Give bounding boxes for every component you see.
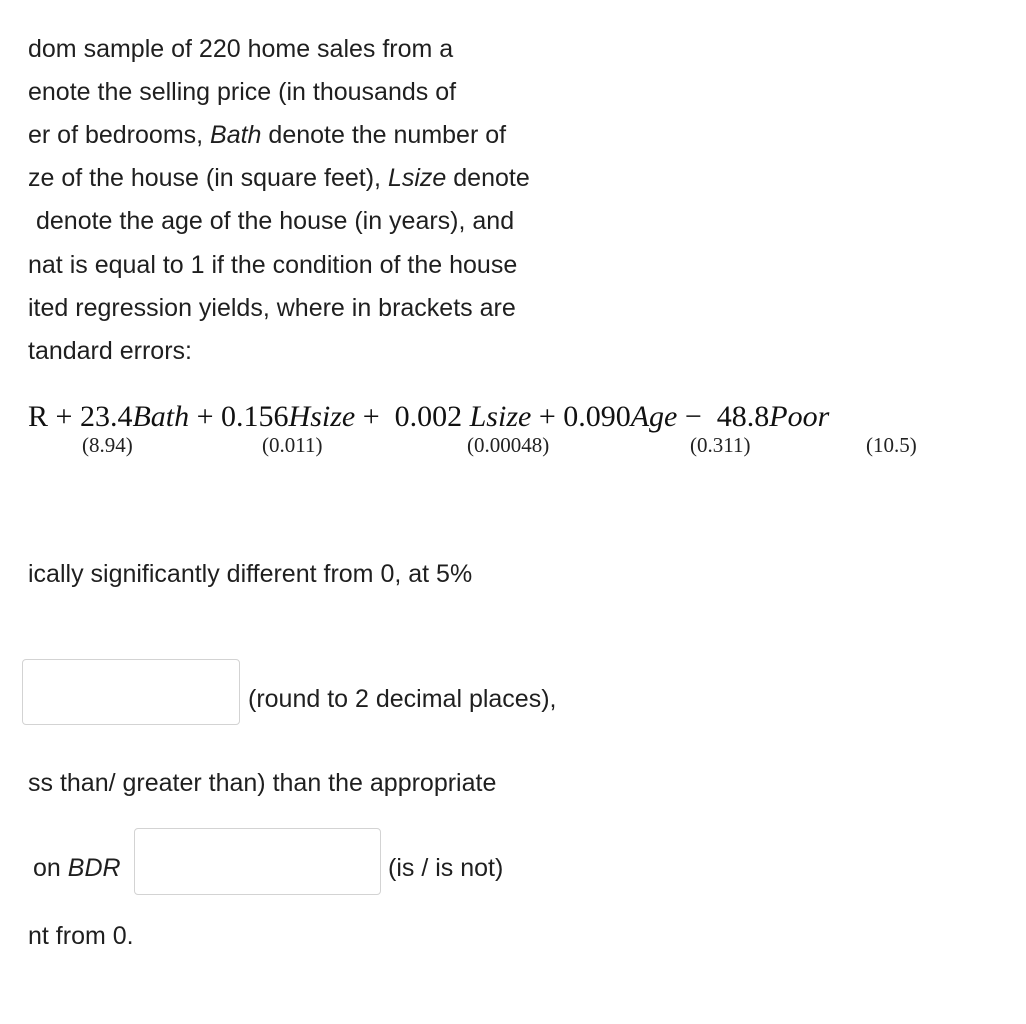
is-note: (is / is not)	[388, 854, 504, 882]
problem-text-line-6: nat is equal to 1 if the condition of the house	[28, 251, 518, 279]
regression-equation	[28, 400, 829, 434]
ending-text: nt from 0.	[28, 922, 134, 950]
std-error-lsize: (0.00048)	[467, 433, 550, 457]
significance-question: ically significantly different from 0, at 5%	[28, 560, 473, 588]
variable-bath: Bath	[210, 121, 262, 149]
problem-text-line-8: tandard errors:	[28, 337, 192, 365]
var-bath: Bath	[132, 400, 190, 433]
answer-input-2[interactable]	[134, 828, 381, 895]
problem-text-line-7: ited regression yields, where in brackets are	[28, 294, 516, 322]
coef-lsize: 0.002	[394, 400, 470, 433]
variable-lsize: Lsize	[387, 164, 447, 192]
std-error-hsize: (0.011)	[262, 433, 323, 457]
text-segment: er of bedrooms,	[28, 121, 211, 149]
coef-bath: 23.4	[79, 400, 133, 433]
comparison-text: ss than/ greater than) than the appropriate	[28, 769, 497, 797]
problem-text-line-3	[28, 120, 506, 150]
problem-text-line-2: enote the selling price (in thousands of	[28, 78, 457, 106]
operator: +	[189, 400, 222, 433]
variable-bdr: BDR	[67, 854, 121, 882]
bdr-label	[33, 853, 121, 883]
var-poor: Poor	[769, 400, 830, 433]
coef-hsize: 0.156	[221, 400, 289, 433]
round-note: (round to 2 decimal places),	[248, 685, 557, 713]
std-error-poor: (10.5)	[866, 433, 917, 457]
problem-text-line-4	[28, 163, 530, 193]
coef-age: 0.090	[563, 400, 631, 433]
text-segment: denote	[446, 164, 530, 192]
std-error-bath: (8.94)	[82, 433, 133, 457]
text-segment: denote the number of	[261, 121, 507, 149]
problem-text-line-1: dom sample of 220 home sales from a	[28, 35, 454, 63]
operator: +	[531, 400, 564, 433]
text-segment: ze of the house (in square feet),	[28, 164, 388, 192]
equation-lead: R +	[28, 400, 80, 433]
operator: +	[355, 400, 395, 433]
var-hsize: Hsize	[288, 400, 356, 433]
problem-text-line-5: denote the age of the house (in years), and	[36, 207, 515, 235]
answer-input-1[interactable]	[22, 659, 240, 725]
var-age: Age	[630, 400, 678, 433]
coef-poor: 48.8	[716, 400, 770, 433]
text-segment: on	[33, 854, 68, 882]
operator: −	[677, 400, 717, 433]
var-lsize: Lsize	[469, 400, 532, 433]
std-error-age: (0.311)	[690, 433, 751, 457]
